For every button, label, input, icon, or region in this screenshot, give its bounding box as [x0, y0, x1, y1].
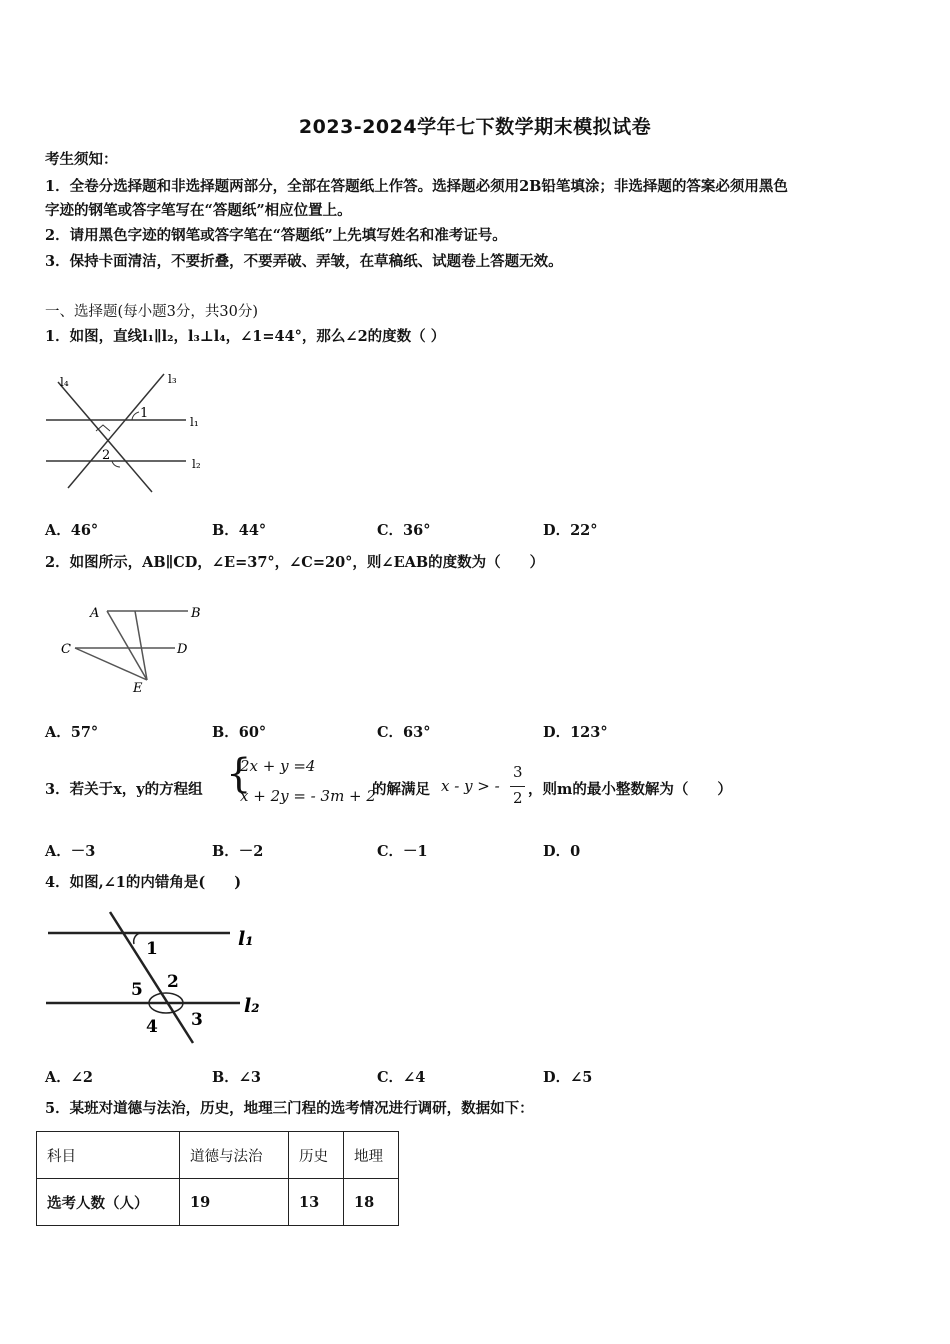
- table-cell: 道德与法治: [180, 1132, 289, 1179]
- notice-heading: 考生须知：: [45, 151, 118, 168]
- fig2-label-a: A: [90, 606, 100, 621]
- fraction-numerator: 3: [513, 763, 523, 781]
- equation-1: 2x + y =4: [240, 757, 316, 775]
- question-2-option-b[interactable]: B．60°: [212, 724, 267, 741]
- question-5-table: [36, 1131, 399, 1226]
- question-3-option-d[interactable]: D．0: [543, 843, 581, 860]
- table-cell: 19: [180, 1179, 289, 1226]
- question-3-mid: 的解满足: [372, 781, 430, 798]
- question-3-option-a[interactable]: A．－3: [45, 843, 96, 860]
- notice-line-3: 2．请用黑色字迹的钢笔或答字笔在“答题纸”上先填写姓名和准考证号。: [45, 227, 507, 244]
- question-4-option-b[interactable]: B．∠3: [212, 1069, 261, 1086]
- fig2-label-c: C: [61, 642, 71, 657]
- fraction-bar: [510, 786, 525, 787]
- question-3-option-b[interactable]: B．－2: [212, 843, 264, 860]
- question-4-text: 4．如图,∠1的内错角是( ): [45, 874, 242, 891]
- table-cell: 地理: [344, 1132, 399, 1179]
- question-1-option-b[interactable]: B．44°: [212, 522, 267, 539]
- question-4-option-a[interactable]: A．∠2: [45, 1069, 93, 1086]
- fig1-label-l4: l₄: [60, 375, 69, 389]
- question-1-option-c[interactable]: C．36°: [377, 522, 431, 539]
- page-title: 2023-2024学年七下数学期末模拟试卷: [298, 116, 652, 138]
- fig1-angle-2: 2: [102, 448, 111, 463]
- fig4-angle-5: 5: [131, 980, 143, 1000]
- fig4-label-l1: l₁: [238, 928, 254, 950]
- fig1-angle-1: 1: [140, 406, 149, 421]
- fig1-label-l1: l₁: [190, 415, 199, 429]
- question-5-text: 5．某班对道德与法治，历史，地理三门程的选考情况进行调研，数据如下：: [45, 1100, 534, 1117]
- question-4-option-d[interactable]: D．∠5: [543, 1069, 593, 1086]
- question-4-option-c[interactable]: C．∠4: [377, 1069, 426, 1086]
- inequality: x - y > -: [441, 777, 500, 795]
- question-1-option-d[interactable]: D．22°: [543, 522, 598, 539]
- question-3-prefix: 3．若关于x，y的方程组: [45, 781, 203, 798]
- table-header-row: [37, 1132, 399, 1179]
- fig1-label-l3: l₃: [168, 372, 177, 386]
- fig4-label-l2: l₂: [244, 995, 260, 1017]
- table-cell: 历史: [289, 1132, 344, 1179]
- fig4-angle-4: 4: [146, 1017, 158, 1037]
- question-3-option-c[interactable]: C．－1: [377, 843, 428, 860]
- question-2-option-a[interactable]: A．57°: [45, 724, 99, 741]
- question-3-suffix: ，则m的最小整数解为（ ）: [528, 781, 732, 798]
- table-cell: 科目: [37, 1132, 180, 1179]
- fig2-label-d: D: [177, 642, 188, 657]
- question-4-figure: [40, 906, 280, 1051]
- fig2-label-b: B: [191, 606, 201, 621]
- fig1-label-l2: l₂: [192, 457, 201, 471]
- table-cell: 13: [289, 1179, 344, 1226]
- question-2-option-d[interactable]: D．123°: [543, 724, 608, 741]
- section-heading: 一、选择题(每小题3分，共30分): [45, 304, 258, 320]
- table-cell: 18: [344, 1179, 399, 1226]
- fig4-angle-2: 2: [167, 972, 179, 992]
- equation-2: x + 2y = - 3m + 2: [240, 787, 376, 805]
- system-brace: {: [226, 751, 252, 797]
- fig4-angle-1: 1: [146, 939, 158, 959]
- fig4-angle-3: 3: [191, 1010, 203, 1030]
- notice-line-1: 1．全卷分选择题和非选择题两部分，全部在答题纸上作答。选择题必须用2B铅笔填涂；非选择题的答案必须用黑色: [45, 178, 788, 195]
- question-2-figure: [55, 598, 215, 698]
- question-2-option-c[interactable]: C．63°: [377, 724, 431, 741]
- fig2-label-e: E: [133, 681, 143, 696]
- notice-line-4: 3．保持卡面清洁，不要折叠，不要弄破、弄皱，在草稿纸、试题卷上答题无效。: [45, 253, 563, 270]
- question-1-figure: [40, 368, 220, 503]
- question-1-text: 1．如图，直线l₁∥l₂，l₃⊥l₄，∠1=44°，那么∠2的度数（ ）: [45, 328, 446, 345]
- question-1-option-a[interactable]: A．46°: [45, 522, 99, 539]
- question-2-text: 2．如图所示，AB∥CD，∠E=37°，∠C=20°，则∠EAB的度数为（ ）: [45, 554, 545, 571]
- table-cell: 选考人数（人）: [37, 1179, 180, 1226]
- fraction-denominator: 2: [513, 789, 523, 807]
- table-row: [37, 1179, 399, 1226]
- notice-line-2: 字迹的钢笔或答字笔写在“答题纸”相应位置上。: [45, 202, 352, 219]
